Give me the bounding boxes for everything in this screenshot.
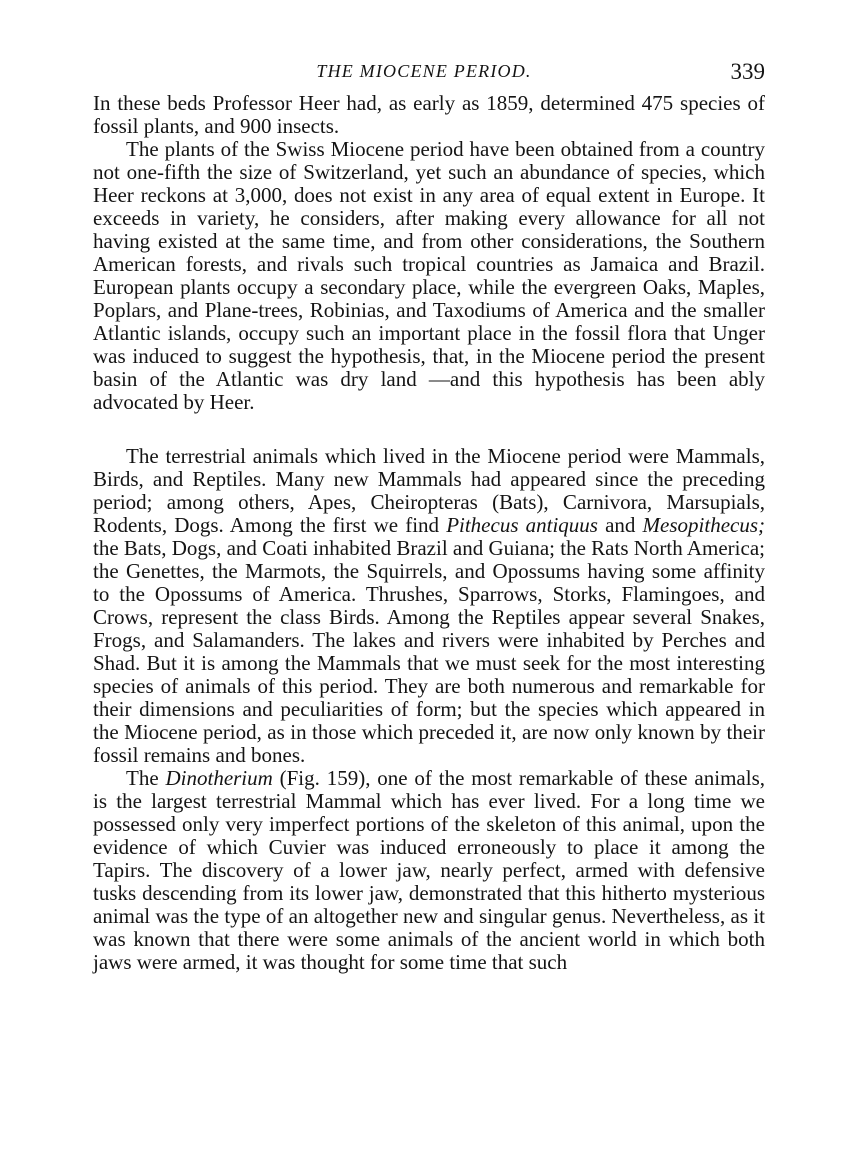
paragraph-terrestrial-animals xyxy=(93,445,765,767)
paragraph-dinotherium xyxy=(93,767,765,974)
text-run: the Bats, Dogs, and Coati inhabited Brazil and Guiana; the Rats North America; the Genettes, the Marmots, the Squirrels, and Opossums having some affinity to the Opossums of America. Thrushes, Sparrows, Storks, Flamingoes, and Crows, represent the class Birds. Among the Reptiles appear several Snakes, Frogs, and Salamanders. The lakes and rivers were inhabited by Perches and Shad. But it is among the Mammals that we must seek for the most interesting species of animals of this period. They are both numerous and remarkable for their dimensions and peculiarities of form; but the species which appeared in the Miocene period, as in those which preceded it, are now only known by their fossil remains and bones. xyxy=(93,536,765,767)
paragraph-heer-beds xyxy=(93,92,765,138)
running-head xyxy=(93,52,765,92)
text-run: The plants of the Swiss Miocene period have been obtained from a country not one-fifth the size of Switzerland, yet such an abundance of species, which Heer reckons at 3,000, does not exist in any area of equal extent in Europe. It exceeds in variety, he considers, after making every allowance for all not having existed at the same time, and from other considerations, the Southern American forests, and rivals such tropical countries as Jamaica and Brazil. European plants occupy a secondary place, while the evergreen Oaks, Maples, Poplars, and Plane-trees, Robinias, and Taxodiums of America and the smaller Atlantic islands, occupy such an important place in the fossil flora that Unger was induced to suggest the hypothesis, that, in the Miocene period the present basin of the Atlantic was dry land —and this hypothesis has been ably advocated by Heer. xyxy=(93,137,765,414)
running-title: THE MIOCENE PERIOD. xyxy=(316,61,532,81)
paragraph-swiss-plants xyxy=(93,138,765,414)
text-run: The xyxy=(126,766,166,790)
section-gap xyxy=(93,414,765,445)
species-name-pithecus: Pithecus antiquus xyxy=(446,513,598,537)
page-number: 339 xyxy=(730,59,765,84)
species-name-mesopithecus: Mesopithecus; xyxy=(642,513,766,537)
text-run: (Fig. 159), one of the most remarkable of these animals, is the largest terrestrial Mammal which has ever lived. For a long time we possessed only very imperfect portions of the skeleton of this animal, upon the evidence of which Cuvier was induced erroneously to place it among the Tapirs. The discovery of a lower jaw, nearly perfect, armed with defensive tusks descending from its lower jaw, demonstrated that this hitherto mysterious animal was the type of an altogether new and singular genus. Nevertheless, as it was known that there were some animals of the ancient world in which both jaws were armed, it was thought for some time that such xyxy=(93,766,765,974)
text-run: The terrestrial animals which lived in the Miocene period were Mammals, Birds, and Reptiles. Many new Mammals had appeared since the preceding period; among others, Apes, Cheiropteras (Bats), Carnivora, Marsupials, Rodents, Dogs. Among the first we find xyxy=(93,444,765,537)
book-page xyxy=(93,52,765,974)
text-run: and xyxy=(597,513,643,537)
text-run: In these beds Professor Heer had, as early as 1859, determined 475 species of fossil plants, and 900 insects. xyxy=(93,91,765,138)
genus-name-dinotherium: Dinotherium xyxy=(165,766,273,790)
